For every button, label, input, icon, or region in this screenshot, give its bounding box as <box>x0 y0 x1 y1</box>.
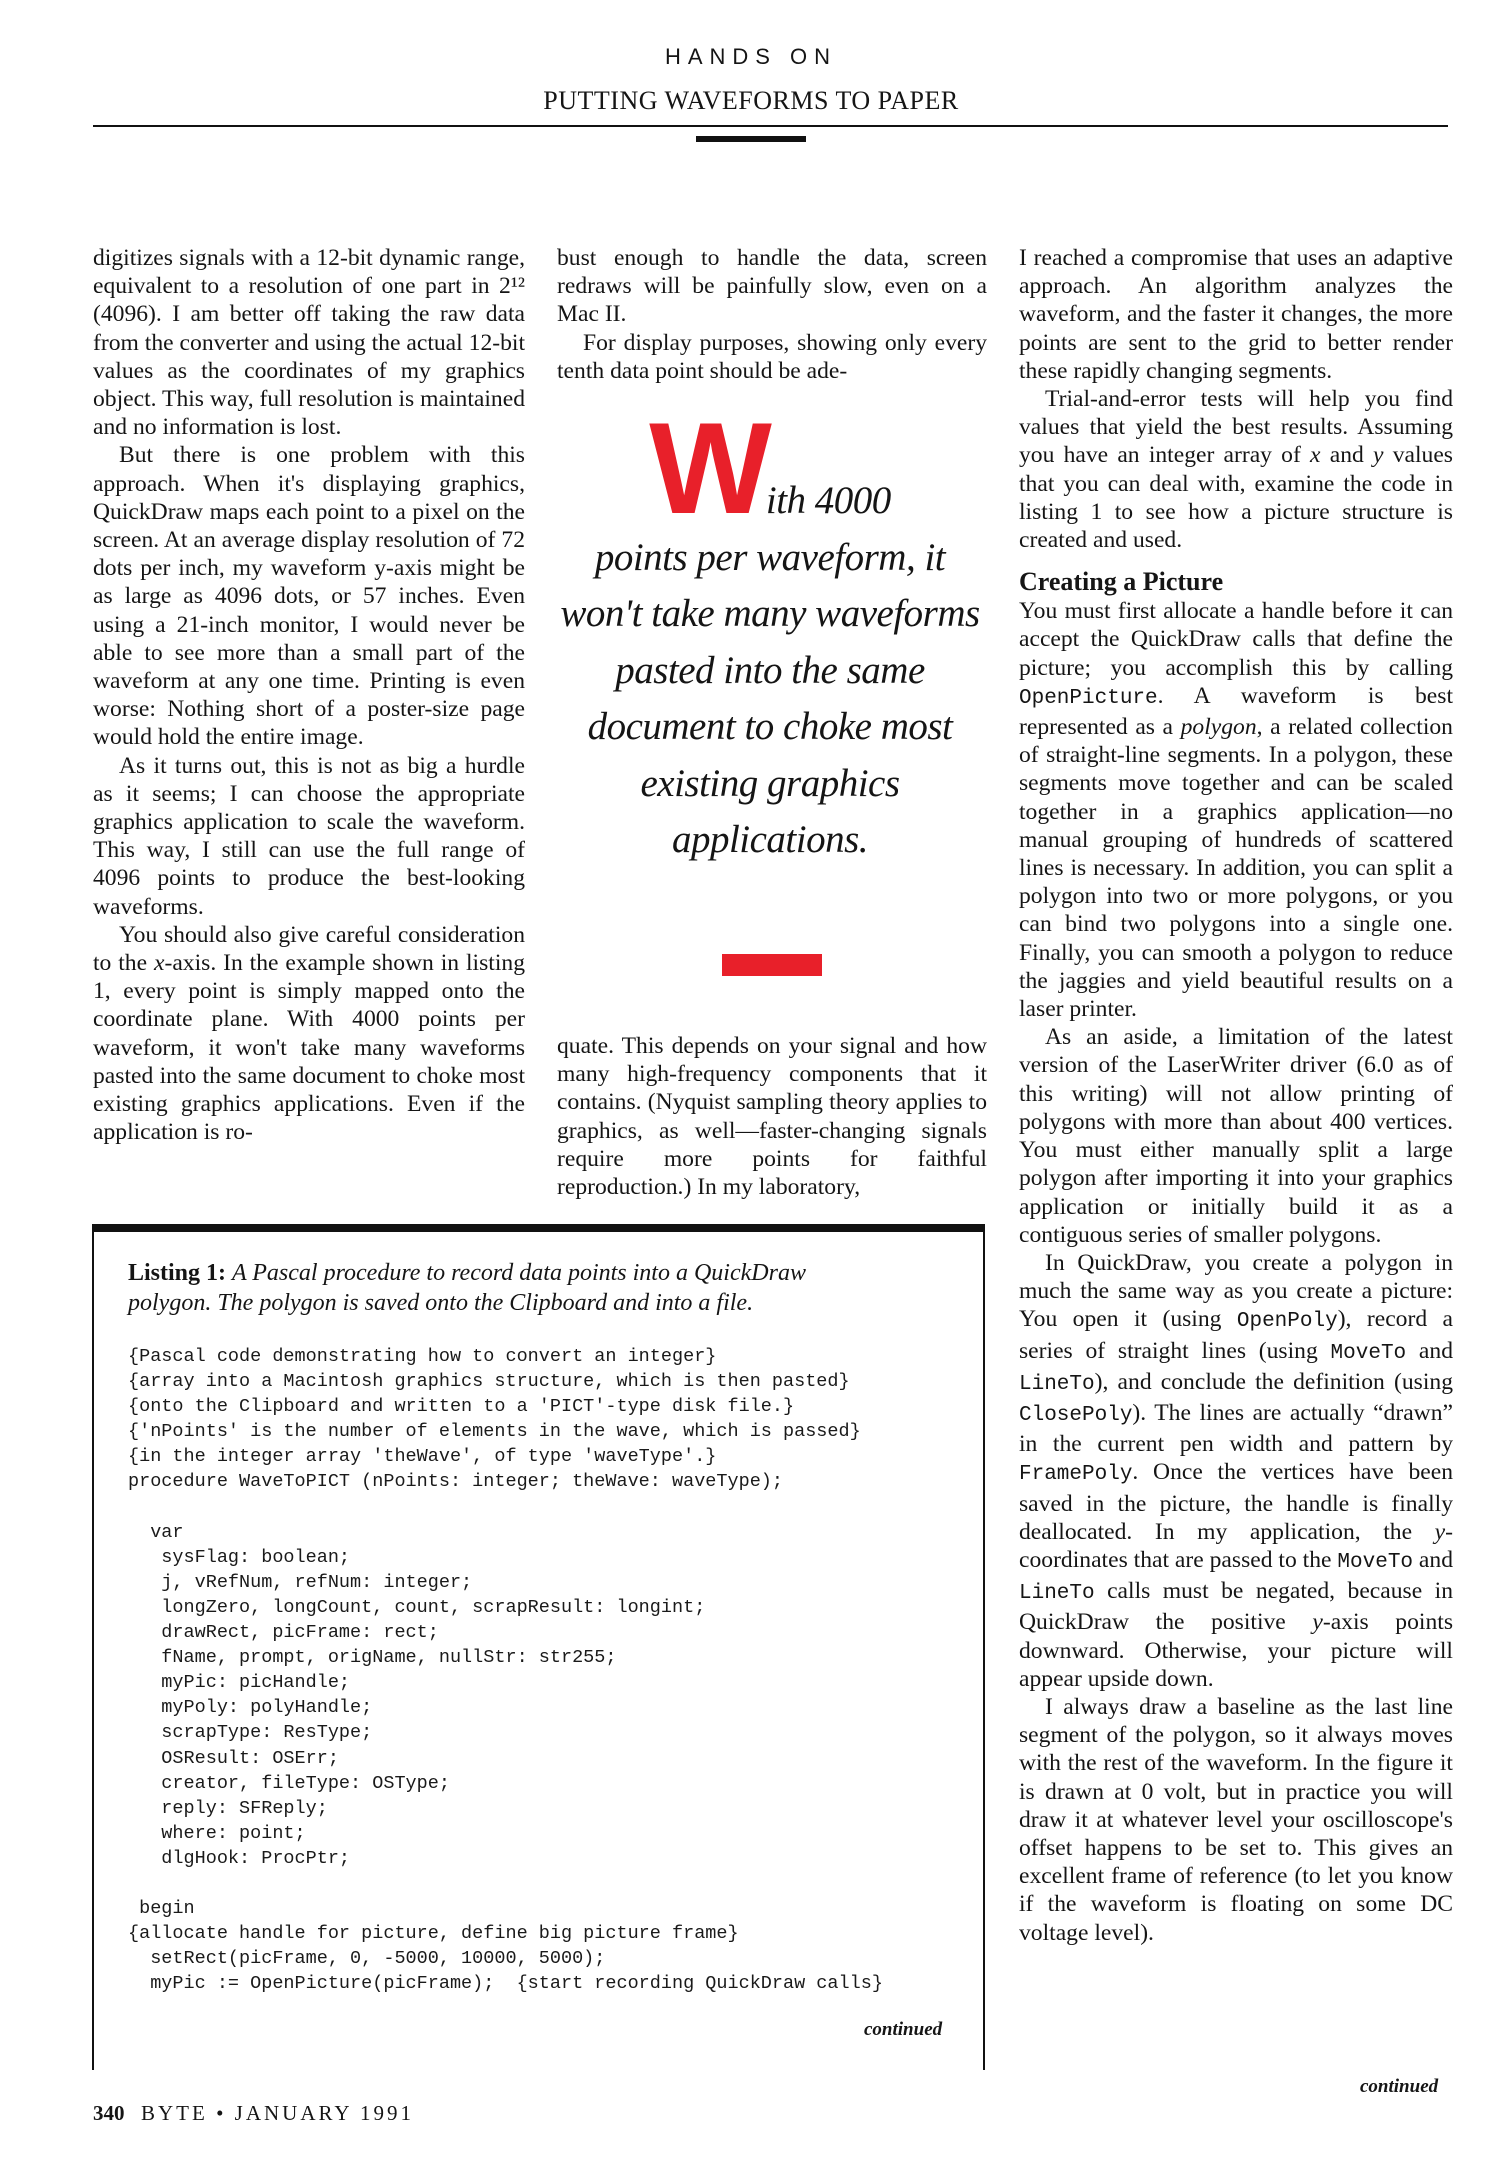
pull-quote-text: points per waveform, it won't take many waveforms pasted into the same document to choke most existing graphics applications. <box>560 535 980 861</box>
col3-paragraph-4: As an aside, a limitation of the latest version of the LaserWriter driver (6.0 as of this writing) will not allow printing of polygons with more than about 400 vertices. You must either manually split a large polygon after importing it into your graphics application or initially build it as a contiguous series of smaller polygons. <box>1019 1024 1453 1248</box>
listing-continued: continued <box>864 2019 943 2040</box>
column-3 <box>1019 244 1453 1947</box>
section-heading: Creating a Picture <box>1019 567 1224 597</box>
col3-paragraph-1: I reached a compromise that uses an adaptive approach. An algorithm analyzes the waveform, and the faster it changes, the more points are sent to the grid to better render these rapidly changing segments. <box>1019 245 1453 384</box>
pull-quote-bar <box>722 954 822 976</box>
col3-paragraph-6: I always draw a baseline as the last line segment of the polygon, so it always moves with the rest of the waveform. In the figure it is drawn at 0 volt, but in practice you will draw it at whatever level your oscilloscope's offset happens to be set to. This gives an excellent frame of reference (to let you know if the waveform is floating on some DC voltage level). <box>1019 1693 1453 1946</box>
col2-paragraph-1: bust enough to handle the data, screen redraws will be painfully slow, even on a Mac II. <box>557 245 987 328</box>
column-2-top <box>557 244 987 385</box>
listing-code: {Pascal code demonstrating how to convert an integer} {array into a Macintosh graphics structure, which is then pasted} {onto the Clipboard and written to a 'PICT'-type disk file.} {'nPoints' is the number of elements in the wave, which is passed} {in the integer array 'theWave', of type 'waveType'.} procedure WaveToPICT (nPoints: integer; theWave: waveType); var sysFlag: boolean; j, vRefNum, refNum: integer; longZero, longCount, count, scrapResult: longint; drawRect, picFrame: rect; fName, prompt, origName, nullStr: str255; myPic: picHandle; myPoly: polyHandle; scrapType: ResType; OSResult: OSErr; creator, fileType: OSType; reply: SFReply; where: point; dlgHook: ProcPtr; begin {allocate handle for picture, define big picture frame} setRect(picFrame, 0, -5000, 10000, 5000); myPic := OpenPicture(picFrame); {start recording QuickDraw calls} <box>128 1346 883 1995</box>
listing-description: A Pascal procedure to record data points into a QuickDraw polygon. The polygon is saved onto the Clipboard and into a file. <box>128 1260 806 1316</box>
col3-paragraph-3: You must first allocate a handle before it can accept the QuickDraw calls that define the picture; you accomplish this by calling OpenPicture. A waveform is best represented as a polygon, a related collection of straight-line segments. In a polygon, these segments move together and can be scaled together in a graphics application—no manual grouping of hundreds of scattered lines is necessary. In addition, you can split a polygon into two or more polygons, or you can bind two polygons into a single one. Finally, you can smooth a polygon to reduce the jaggies and yield beautiful results on a laser printer. <box>1019 598 1453 1023</box>
page-footer <box>93 2101 414 2126</box>
col3-paragraph-5: In QuickDraw, you create a polygon in much the same way as you create a picture: You open it (using OpenPoly), record a series of straight lines (using MoveTo and LineTo), and conclude the definition (using ClosePoly). The lines are actually “drawn” in the current pen width and pattern by FramePoly. Once the vertices have been saved in the picture, the handle is finally deallocated. In my application, the y-coordinates that are passed to the MoveTo and LineTo calls must be negated, because in QuickDraw the positive y-axis points downward. Otherwise, your picture will appear upside down. <box>1019 1249 1453 1692</box>
drop-cap: W <box>649 395 766 541</box>
header-rule <box>93 125 1448 127</box>
col3-paragraph-2: Trial-and-error tests will help you find values that yield the best results. Assuming you have an integer array of x and y values that you can deal with, examine the code in listing 1 to see how a picture structure is created and used. <box>1019 386 1453 554</box>
page-number: 340 <box>93 2101 125 2125</box>
article-title: PUTTING WAVEFORMS TO PAPER <box>543 86 959 115</box>
col3-continued: continued <box>1360 2076 1439 2097</box>
pull-quote-first: ith 4000 <box>765 479 891 522</box>
col1-paragraph-3: As it turns out, this is not as big a hurdle as it seems; I can choose the appropriate graphics application to scale the waveform. This way, I still can use the full range of 4096 points to produce the best-looking waveforms. <box>93 752 525 920</box>
magazine-issue: BYTE • JANUARY 1991 <box>141 2101 414 2125</box>
header-rule-bar <box>696 136 806 142</box>
column-2-bottom <box>557 1032 987 1201</box>
pull-quote <box>560 395 980 869</box>
col2-paragraph-3: quate. This depends on your signal and how many high-frequency components that it contains. (Nyquist sampling theory applies to graphics, as well—faster-changing signals require more points for faithful reproduction.) In my laboratory, <box>557 1033 987 1201</box>
col2-paragraph-2: For display purposes, showing only every tenth data point should be ade- <box>557 329 987 384</box>
listing-caption <box>128 1258 888 1318</box>
col1-paragraph-2: But there is one problem with this approach. When it's displaying graphics, QuickDraw maps each point to a pixel on the screen. At an average display resolution of 72 dots per inch, my waveform y-axis might be as large as 4096 dots, or 57 inches. Even using a 21-inch monitor, I would never be able to see more than a small part of the waveform at any one time. Printing is even worse: Nothing short of a poster-size page would hold the entire image. <box>93 442 525 751</box>
section-kicker: HANDS ON <box>664 44 838 69</box>
listing-label: Listing 1: <box>128 1260 227 1286</box>
column-1 <box>93 244 525 1147</box>
col1-paragraph-4: You should also give careful consideration to the x-axis. In the example shown in listing 1, every point is simply mapped onto the coordinate plane. With 4000 points per waveform, it won't take many waveforms pasted into the same document to choke most existing graphics applications. Even if the application is ro- <box>93 921 525 1146</box>
col1-paragraph-1: digitizes signals with a 12-bit dynamic range, equivalent to a resolution of one part in 2¹² (4096). I am better off taking the raw data from the converter and using the actual 12-bit values as the coordinates of my graphics object. This way, full resolution is maintained and no information is lost. <box>93 245 525 441</box>
